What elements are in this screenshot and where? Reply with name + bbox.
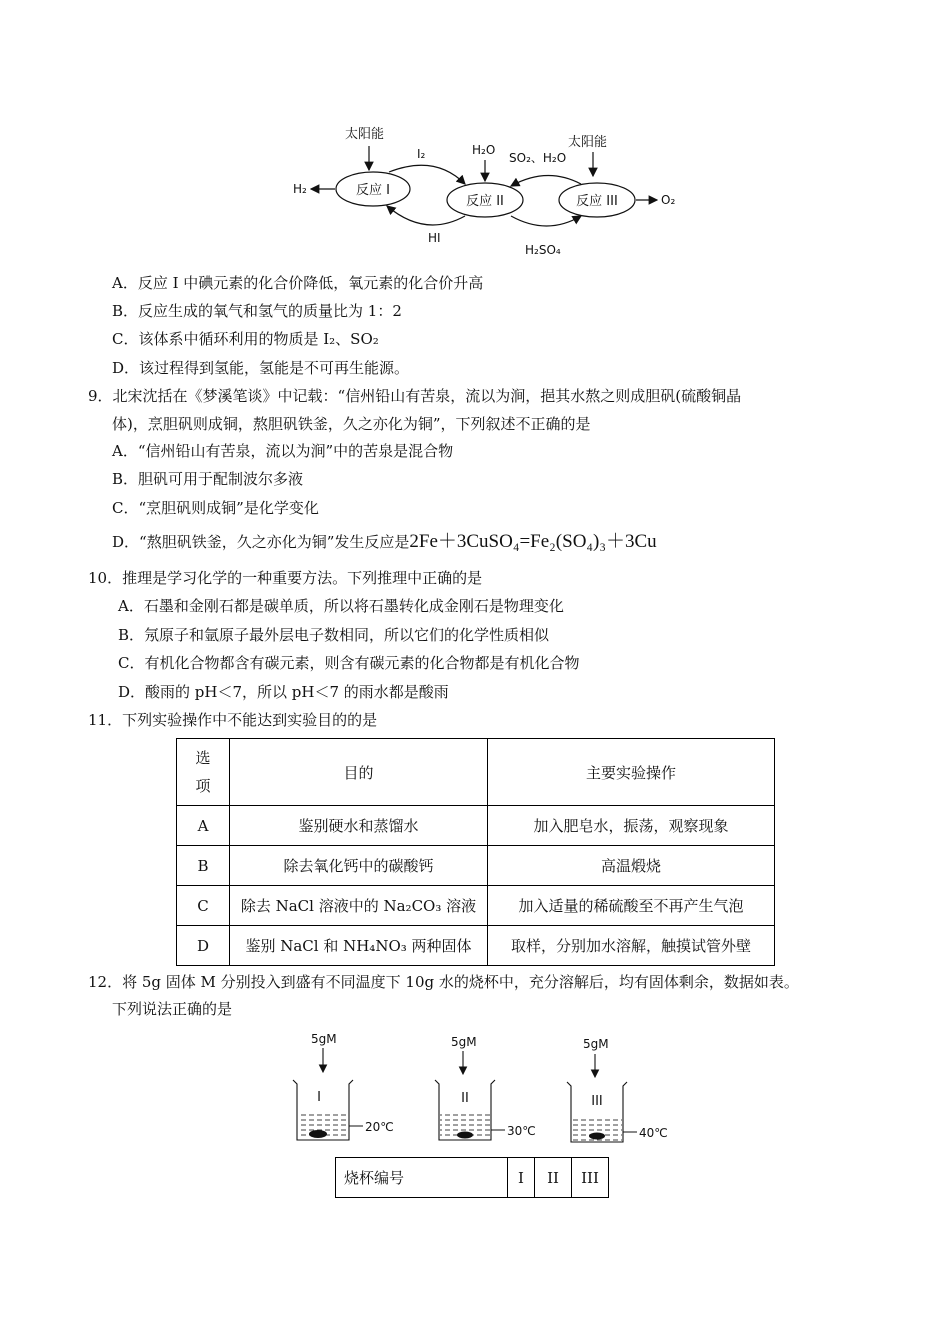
h2-label: H₂ bbox=[293, 182, 307, 196]
q9-option-d-text: D．“熬胆矾铁釜，久之亦化为铜”发生反应是 bbox=[112, 533, 410, 551]
q11-table bbox=[176, 738, 775, 966]
q11-header-option-text: 选项 bbox=[195, 749, 211, 795]
q12-col-2: II bbox=[535, 1158, 572, 1198]
h2so4-label: H₂SO₄ bbox=[525, 243, 561, 257]
beaker-1-temp: 20℃ bbox=[365, 1120, 394, 1134]
beakers-diagram bbox=[285, 1028, 685, 1153]
q11-cell: 鉴别 NaCl 和 NH₄NO₃ 两种固体 bbox=[230, 926, 488, 966]
q11-header-purpose: 目的 bbox=[230, 739, 488, 806]
q11-cell: A bbox=[177, 806, 230, 846]
q12-table bbox=[335, 1157, 609, 1198]
q11-cell: 加入肥皂水，振荡，观察现象 bbox=[488, 806, 775, 846]
q11-cell: 除去 NaCl 溶液中的 Na₂CO₃ 溶液 bbox=[230, 886, 488, 926]
q12-stem-line1: 12．将 5g 固体 M 分别投入到盛有不同温度下 10g 水的烧杯中，充分溶解后，均有固体剩余，数据如表。 bbox=[88, 973, 799, 991]
q12-table-header: 烧杯编号 bbox=[336, 1158, 508, 1198]
q8-option-d: D．该过程得到氢能，氢能是不可再生能源。 bbox=[112, 359, 410, 377]
q11-cell: 取样，分别加水溶解，触摸试管外壁 bbox=[488, 926, 775, 966]
beaker-1-label: I bbox=[317, 1090, 321, 1105]
h2o-label: H₂O bbox=[472, 143, 496, 157]
q11-header-option bbox=[177, 739, 230, 806]
q8-option-b: B．反应生成的氧气和氢气的质量比为 1：2 bbox=[112, 302, 402, 320]
q11-header-operation: 主要实验操作 bbox=[488, 739, 775, 806]
q10-stem: 10．推理是学习化学的一种重要方法。下列推理中正确的是 bbox=[88, 569, 483, 587]
beaker-2 bbox=[435, 1035, 536, 1140]
q12-col-3: III bbox=[572, 1158, 609, 1198]
q9-option-c: C．“烹胆矾则成铜”是化学变化 bbox=[112, 499, 319, 517]
q11-cell: D bbox=[177, 926, 230, 966]
beaker-3-label: III bbox=[591, 1094, 603, 1109]
table-row bbox=[177, 886, 775, 926]
q9-stem-line1: 9．北宋沈括在《梦溪笔谈》中记载：“信州铅山有苦泉，流以为涧，挹其水熬之则成胆矾(硫酸铜晶 bbox=[88, 387, 742, 405]
q10-option-d: D．酸雨的 pH＜7，所以 pH＜7 的雨水都是酸雨 bbox=[118, 683, 449, 701]
i2-label: I₂ bbox=[417, 147, 426, 161]
q9-equation: 2Fe＋3CuSO₄=Fe₂(SO₄)₃＋3Cu bbox=[409, 531, 657, 552]
h2so4-arrow bbox=[511, 216, 581, 226]
beaker-3-mass: 5gM bbox=[583, 1037, 609, 1051]
beaker-2-solid bbox=[457, 1132, 473, 1139]
q11-cell: 加入适量的稀硫酸至不再产生气泡 bbox=[488, 886, 775, 926]
reaction-2-label: 反应 II bbox=[466, 194, 504, 209]
q11-cell: 高温煅烧 bbox=[488, 846, 775, 886]
table-row bbox=[336, 1158, 609, 1198]
beaker-2-label: II bbox=[461, 1091, 469, 1106]
hi-label: HI bbox=[428, 231, 441, 245]
beaker-2-mass: 5gM bbox=[451, 1035, 477, 1049]
beaker-2-temp: 30℃ bbox=[507, 1124, 536, 1138]
q12-col-1: I bbox=[508, 1158, 535, 1198]
solar-right-label: 太阳能 bbox=[568, 135, 608, 150]
q10-option-b: B．氖原子和氩原子最外层电子数相同，所以它们的化学性质相似 bbox=[118, 626, 550, 644]
q9-option-a: A．“信州铅山有苦泉，流以为涧”中的苦泉是混合物 bbox=[112, 442, 454, 460]
beaker-1-mass: 5gM bbox=[311, 1032, 337, 1046]
solar-left-label: 太阳能 bbox=[345, 127, 385, 142]
reaction-3-label: 反应 III bbox=[576, 194, 618, 209]
q8-option-a: A．反应 I 中碘元素的化合价降低，氧元素的化合价升高 bbox=[112, 274, 484, 292]
q11-cell: 鉴别硬水和蒸馏水 bbox=[230, 806, 488, 846]
beaker-1 bbox=[293, 1032, 394, 1140]
beaker-3-solid bbox=[589, 1133, 605, 1140]
so2-h2o-arrow bbox=[511, 175, 581, 186]
beaker-1-solid bbox=[309, 1130, 327, 1138]
table-row bbox=[177, 926, 775, 966]
beaker-3 bbox=[567, 1037, 668, 1142]
q12-stem-line2: 下列说法正确的是 bbox=[112, 1000, 233, 1018]
q11-cell: 除去氧化钙中的碳酸钙 bbox=[230, 846, 488, 886]
q8-option-c: C．该体系中循环利用的物质是 I₂、SO₂ bbox=[112, 330, 379, 348]
so2-h2o-label: SO₂、H₂O bbox=[509, 151, 567, 165]
table-row bbox=[177, 806, 775, 846]
q11-stem: 11．下列实验操作中不能达到实验目的的是 bbox=[88, 711, 378, 729]
q9-option-b: B．胆矾可用于配制波尔多液 bbox=[112, 470, 304, 488]
q9-option-d bbox=[112, 532, 657, 552]
table-row bbox=[177, 846, 775, 886]
o2-label: O₂ bbox=[661, 193, 676, 207]
q10-option-c: C．有机化合物都含有碳元素，则含有碳元素的化合物都是有机化合物 bbox=[118, 654, 580, 672]
reaction-cycle-diagram bbox=[285, 118, 695, 263]
q10-option-a: A．石墨和金刚石都是碳单质，所以将石墨转化成金刚石是物理变化 bbox=[118, 597, 564, 615]
q11-cell: C bbox=[177, 886, 230, 926]
q11-cell: B bbox=[177, 846, 230, 886]
beaker-3-temp: 40℃ bbox=[639, 1126, 668, 1140]
reaction-1-label: 反应 I bbox=[356, 183, 390, 198]
q9-stem-line2: 体)，烹胆矾则成铜，熬胆矾铁釜，久之亦化为铜”，下列叙述不正确的是 bbox=[112, 415, 591, 433]
q11-table-header-row bbox=[177, 739, 775, 806]
